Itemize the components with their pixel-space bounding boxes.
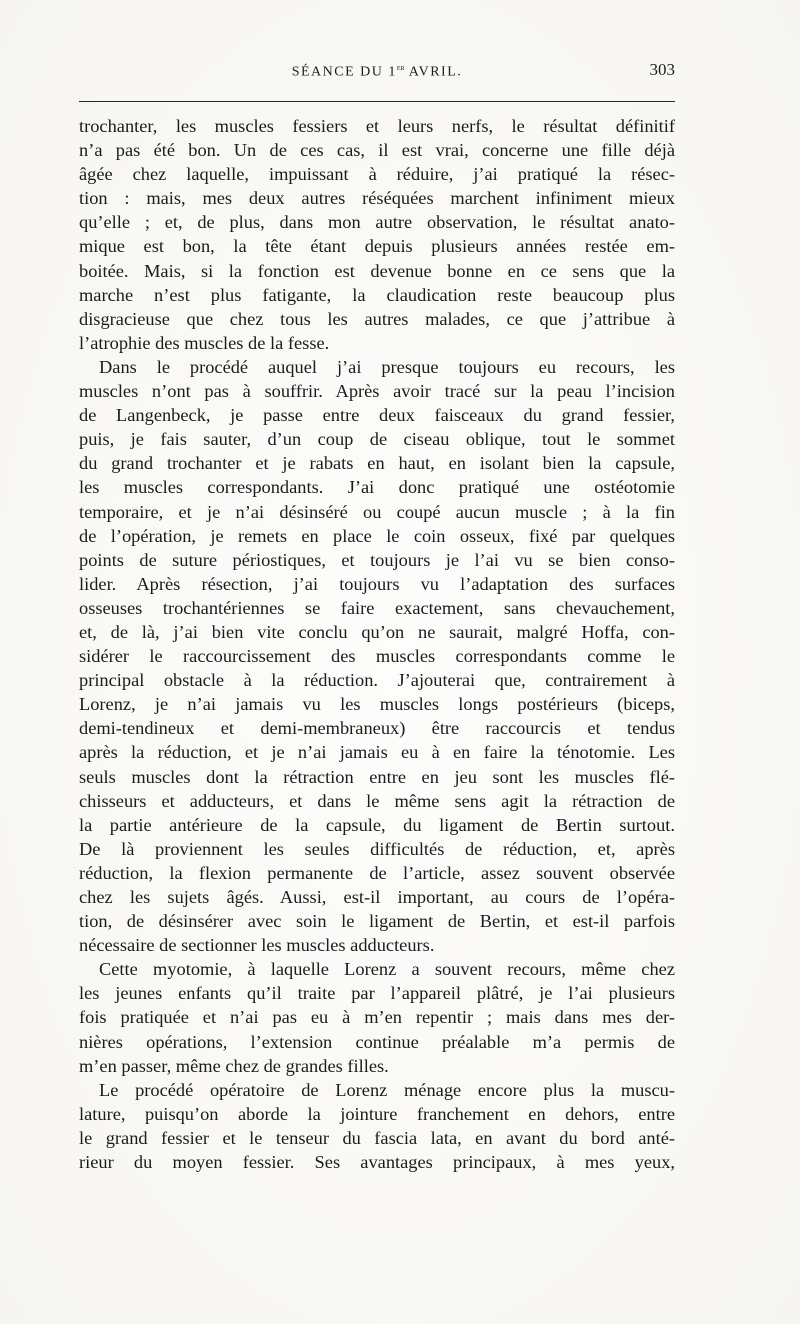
text-line: la partie antérieure de la capsule, du ligament de Bertin surtout.	[79, 814, 675, 835]
text-line: le grand fessier et le tenseur du fascia lata, en avant du bord anté-	[79, 1127, 675, 1148]
text-line: demi-tendineux et demi-membraneux) être raccourcis et tendus	[79, 718, 675, 739]
text-line: qu’elle ; et, de plus, dans mon autre observation, le résultat anato-	[79, 212, 675, 233]
text-line: seuls muscles dont la rétraction entre en jeu sont les muscles flé-	[79, 766, 675, 787]
text-line: et, de là, j’ai bien vite conclu qu’on ne saurait, malgré Hoffa, con-	[79, 621, 675, 642]
text-line: n’a pas été bon. Un de ces cas, il est vrai, concerne une fille déjà	[79, 140, 675, 161]
text-line: Dans le procédé auquel j’ai presque toujours eu recours, les	[99, 356, 675, 377]
text-line: après la réduction, et je n’ai jamais eu à en faire la ténotomie. Les	[79, 742, 675, 763]
text-line: Lorenz, je n’ai jamais vu les muscles longs postérieurs (biceps,	[79, 694, 675, 715]
text-line: les jeunes enfants qu’il traite par l’appareil plâtré, je l’ai plusieurs	[79, 983, 675, 1004]
text-line: fois pratiquée et n’ai pas eu à m’en repentir ; mais dans mes der-	[79, 1007, 675, 1028]
text-line: lature, puisqu’on aborde la jointure franchement en dehors, entre	[79, 1103, 675, 1124]
text-line: muscles n’ont pas à souffrir. Après avoir tracé sur la peau l’incision	[79, 381, 675, 402]
text-line: âgée chez laquelle, impuissant à réduire, j’ai pratiqué la résec-	[79, 164, 675, 185]
running-title	[79, 62, 675, 81]
text-line: chisseurs et adducteurs, et dans le même sens agit la rétraction de	[79, 790, 675, 811]
text-line: nières opérations, l’extension continue préalable m’a permis de	[79, 1031, 675, 1052]
text-line: tion : mais, mes deux autres réséquées marchent infiniment mieux	[79, 188, 675, 209]
header-rule	[79, 101, 675, 102]
text-line: de Langenbeck, je passe entre deux faisceaux du grand fessier,	[79, 405, 675, 426]
running-header	[79, 62, 675, 86]
text-line: Le procédé opératoire de Lorenz ménage encore plus la muscu-	[99, 1079, 675, 1100]
running-title-superscript: er	[396, 62, 405, 72]
text-line: tion, de désinsérer avec soin le ligament de Bertin, et est-il parfois	[79, 911, 675, 932]
text-line: chez les sujets âgés. Aussi, est-il important, au cours de l’opéra-	[79, 887, 675, 907]
text-line: Cette myotomie, à laquelle Lorenz a souvent recours, même chez	[99, 959, 675, 980]
text-line: l’atrophie des muscles de la fesse.	[79, 332, 330, 353]
text-line: réduction, la flexion permanente de l’article, assez souvent observée	[79, 862, 675, 883]
text-line: boitée. Mais, si la fonction est devenue bonne en ce sens que la	[79, 260, 675, 281]
text-line: points de suture périostiques, et toujours je l’ai vu se bien conso-	[79, 549, 675, 570]
text-line: mique est bon, la tête étant depuis plusieurs années restée em-	[79, 236, 675, 257]
text-line: lider. Après résection, j’ai toujours vu l’adaptation des surfaces	[79, 573, 675, 594]
text-line: les muscles correspondants. J’ai donc pratiqué une ostéotomie	[79, 477, 675, 498]
text-line: principal obstacle à la réduction. J’ajouterai que, contrairement à	[79, 670, 675, 691]
text-line: de l’opération, je remets en place le coin osseux, fixé par quelques	[79, 525, 675, 546]
running-title-end: AVRIL.	[404, 64, 463, 80]
text-line: nécessaire de sectionner les muscles adducteurs.	[79, 935, 435, 956]
text-line: du grand trochanter et je rabats en haut, en isolant bien la capsule,	[79, 453, 675, 474]
text-line: disgracieuse que chez tous les autres malades, ce que j’attribue à	[79, 308, 675, 329]
text-line: puis, je fais sauter, d’un coup de ciseau oblique, tout le sommet	[79, 429, 675, 450]
text-line: osseuses trochantériennes se faire exactement, sans chevauchement,	[79, 597, 675, 618]
text-line: marche n’est plus fatigante, la claudication reste beaucoup plus	[79, 284, 675, 305]
running-title-main: SÉANCE DU 1	[291, 64, 397, 80]
text-line: De là proviennent les seules difficultés de réduction, et, après	[79, 838, 675, 859]
page-number: 303	[649, 60, 675, 79]
body-text	[79, 114, 675, 1174]
text-line: rieur du moyen fessier. Ses avantages principaux, à mes yeux,	[79, 1152, 675, 1173]
text-line: m’en passer, même chez de grandes filles.	[79, 1055, 389, 1076]
text-line: trochanter, les muscles fessiers et leurs nerfs, le résultat définitif	[79, 116, 675, 136]
text-line: temporaire, et je n’ai désinséré ou coupé aucun muscle ; à la fin	[79, 501, 675, 522]
text-line: sidérer le raccourcissement des muscles correspondants comme le	[79, 646, 675, 667]
